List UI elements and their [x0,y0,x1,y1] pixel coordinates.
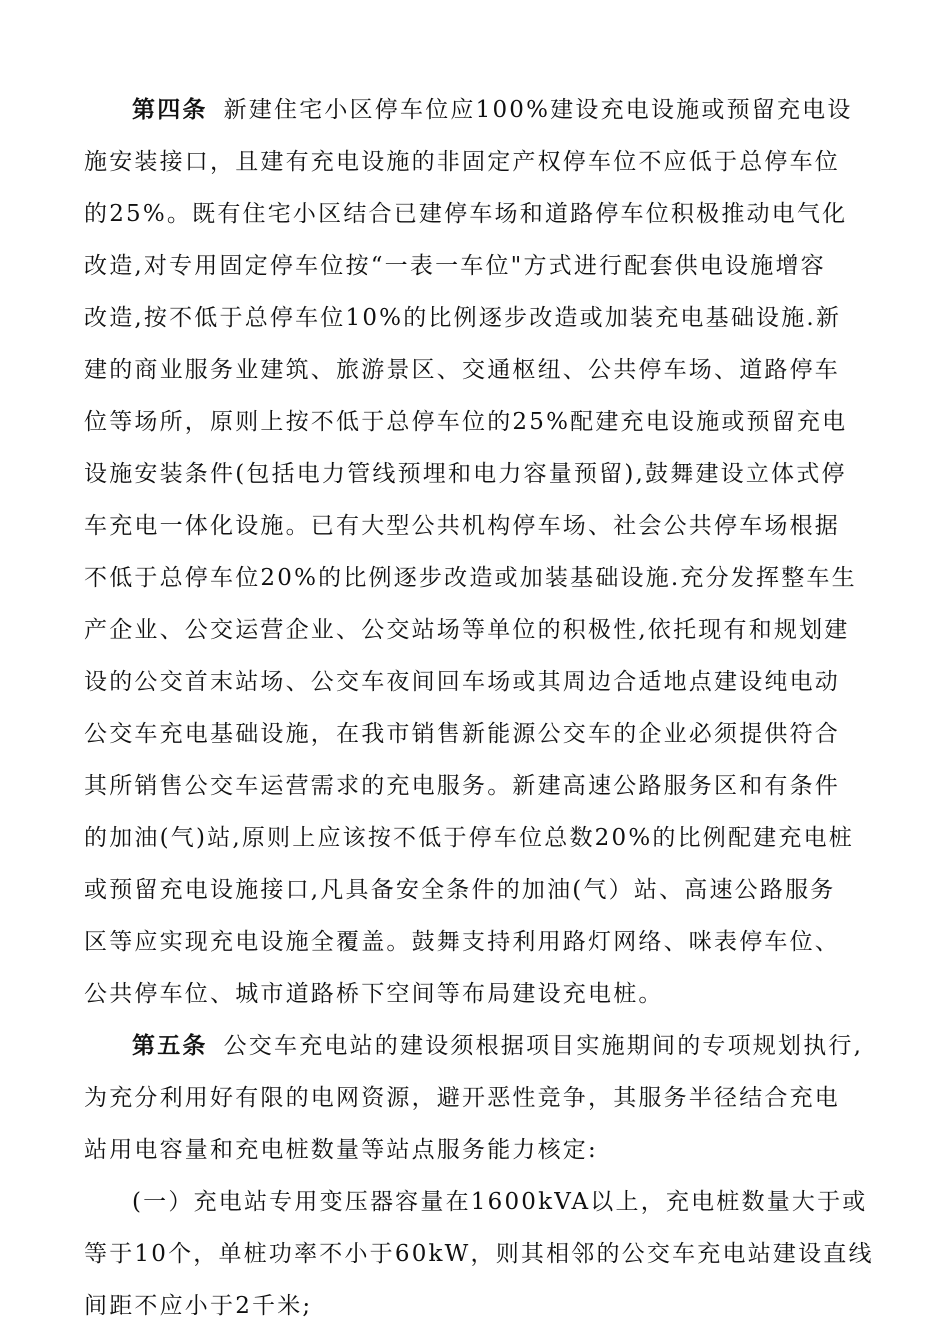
text-line: 车充电一体化设施。已有大型公共机构停车场、社会公共停车场根据 [84,513,840,539]
text-line: 设的公交首末站场、公交车夜间回车场或其周边合适地点建设纯电动 [84,669,840,695]
text-line: 建的商业服务业建筑、旅游景区、交通枢纽、公共停车场、道路停车 [84,357,840,383]
text-line: 改造,对专用固定停车位按“一表一车位"方式进行配套供电设施增容 [84,253,826,279]
text-line: 或预留充电设施接口,凡具备安全条件的加油(气）站、高速公路服务 [84,877,836,903]
text-line: 公交车充电基础设施，在我市销售新能源公交车的企业必须提供符合 [84,721,840,747]
article-number: 第五条 [132,1033,208,1059]
text-line: (一）充电站专用变压器容量在1600kVA以上，充电桩数量大于或 [132,1189,868,1215]
text-line: 区等应实现充电设施全覆盖。鼓舞支持利用路灯网络、咪表停车位、 [84,929,840,955]
text-line: 公共停车位、城市道路桥下空间等布局建设充电桩。 [84,981,664,1007]
text-line: 等于10个，单桩功率不小于60kW，则其相邻的公交车充电站建设直线 [84,1241,874,1267]
article-number: 第四条 [132,97,208,123]
text-line: 设施安装条件(包括电力管线预埋和电力容量预留),鼓舞建设立体式停 [84,461,847,487]
text-line: 施安装接口，且建有充电设施的非固定产权停车位不应低于总停车位 [84,149,840,175]
text-line: 的加油(气)站,原则上应该按不低于停车位总数20%的比例配建充电桩 [84,825,854,851]
article-4-paragraph [84,84,884,1020]
text-line: 其所销售公交车运营需求的充电服务。新建高速公路服务区和有条件 [84,773,840,799]
item-1-paragraph [84,1176,884,1332]
text-line [84,1020,884,1072]
article-5-paragraph [84,1020,884,1176]
text-line: 不低于总停车位20%的比例逐步改造或加装基础设施.充分发挥整车生 [84,565,857,591]
text-line: 站用电容量和充电桩数量等站点服务能力核定: [84,1137,598,1163]
text-line: 位等场所，原则上按不低于总停车位的25%配建充电设施或预留充电 [84,409,848,435]
text-line: 间距不应小于2千米; [84,1293,313,1319]
text-line: 的25%。既有住宅小区结合已建停车场和道路停车位积极推动电气化 [84,201,848,227]
text-line: 产企业、公交运营企业、公交站场等单位的积极性,依托现有和规划建 [84,617,850,643]
text-line [84,84,884,136]
line-text: 新建住宅小区停车位应100%建设充电设施或预留充电设 [223,97,853,123]
text-line: 改造,按不低于总停车位10%的比例逐步改造或加装充电基础设施.新 [84,305,842,331]
line-text: 公交车充电站的建设须根据项目实施期间的专项规划执行, [223,1033,864,1059]
text-line: 为充分利用好有限的电网资源，避开恶性竞争，其服务半径结合充电 [84,1085,840,1111]
